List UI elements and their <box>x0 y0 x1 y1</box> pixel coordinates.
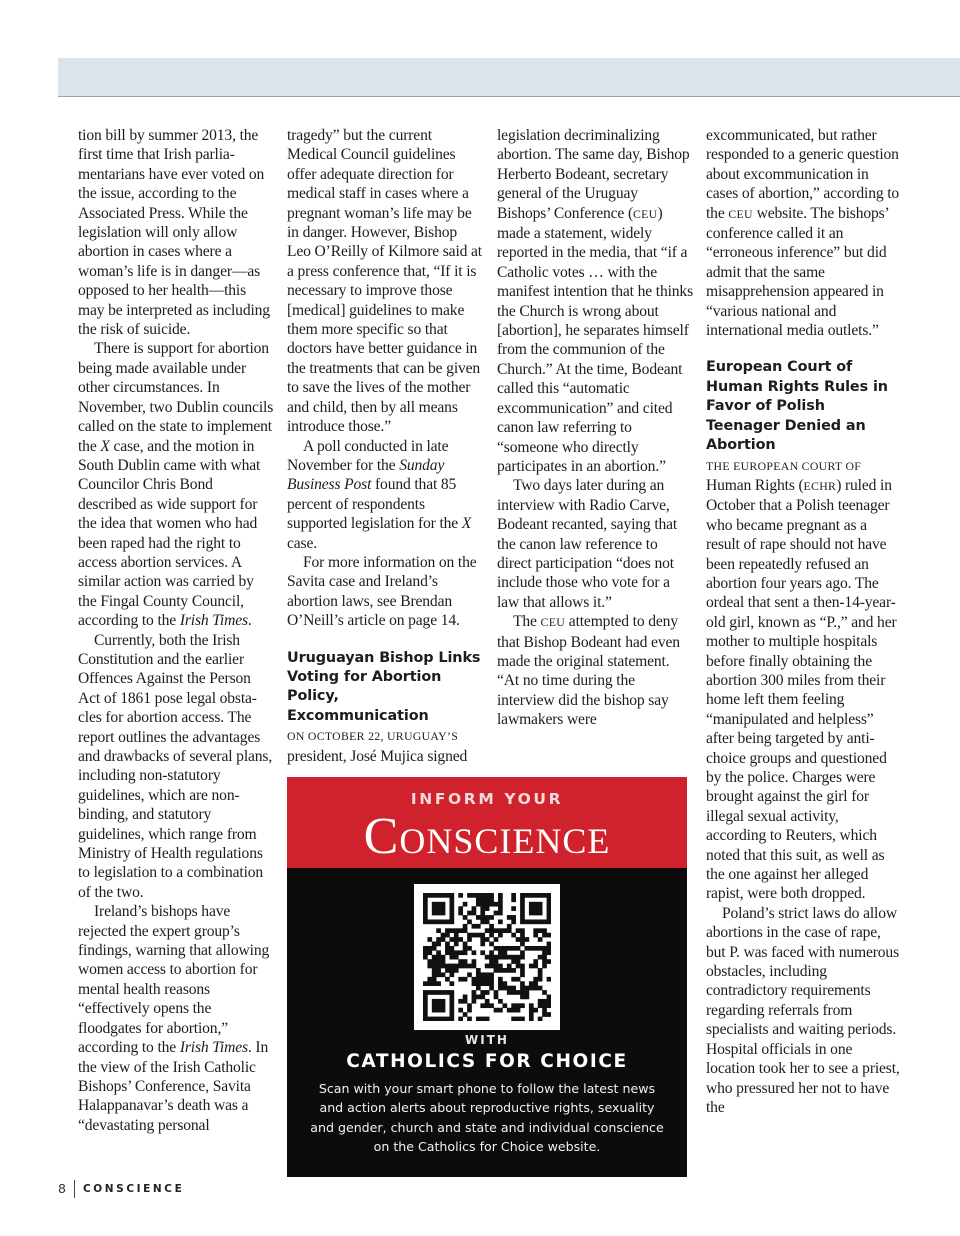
page-number: 8 <box>58 1180 75 1198</box>
ad-with-label: WITH <box>465 1033 509 1047</box>
page-footer <box>58 1180 184 1198</box>
ad-org-name: CATHOLICS FOR CHOICE <box>346 1051 628 1072</box>
top-header-band <box>58 58 960 97</box>
paragraph: Currently, both the Irish Constitution and the earlier Offences Against the Person Act of 1861 pose legal obstacles for abortion access. The report outlines the advantages and drawbacks of several plans, including non-statutory guidelines, which are non-binding, and statutory guidelines, which range from Ministry of Health regulations to legislation to a combination of the two. <box>78 631 273 901</box>
paragraph: Two days later during an interview with Radio Carve, Bodeant recanted, saying that the canon law reference to direct participation “does not include those who vote for a law that allows it.” <box>497 477 678 611</box>
paragraph: tion bill by summer 2013, the first time that Irish parliamentarians have ever voted on the issue, according to the Associated Press. While the legislation will only allow abortion in cases where a woman’s life is in danger—as opposed to her health—this may be interpreted as including the risk of suicide. <box>78 127 270 339</box>
qr-code-icon[interactable] <box>414 884 560 1030</box>
running-head: CONSCIENCE <box>82 1183 185 1195</box>
ad-kicker: INFORM YOUR <box>410 790 564 808</box>
paragraph: Ireland’s bishops have rejected the expert group’s findings, warning that allowing women access to abortion for mental health reasons “effectively opens the floodgates for abortion,” according to the Irish Times. In the view of the Irish Catholic Bishops’ Conference, Savita Halappanavar’s death was a “devastating personal <box>78 903 270 1134</box>
paragraph: The CEU attempted to deny that Bishop Bodeant had even made the original statement. “At no time during the interview did the bishop say lawmakers were <box>497 613 680 729</box>
paragraph: For more information on the Savita case and Ireland’s abortion laws, see Brendan O’Neill’s article on page 14. <box>287 553 477 630</box>
article-column-4 <box>706 126 902 1117</box>
ad-body-text: Scan with your smart phone to follow the latest news and action alerts about reproductive rights, sexuality and gender, church and state and individual conscience on the Catholics for Choice website. <box>310 1081 664 1155</box>
conscience-advertisement <box>287 777 687 1177</box>
paragraph: Poland’s strict laws do allow abortions in the case of rape, but P. was faced with numerous obstacles, including contradictory requirements regarding referrals from specialists and waiting periods. Hospital officials in one location took her to see a priest, who pressured her not to have the <box>706 904 900 1116</box>
paragraph: There is support for abortion being made available under other circumstances. In November, two Dublin councils called on the state to implement the X case, and the motion in South Dublin came with what Councilor Chris Bond described as wide support for the idea that women who had been raped had the right to access abortion services. A similar action was carried by the Fingal County Council, according to the Irish Times. <box>78 340 274 630</box>
section-heading: Uruguayan Bishop Links Voting for Abortion Policy, Excommunication <box>287 649 481 724</box>
paragraph: THE EUROPEAN COURT OF Human Rights (ECHR) ruled in October that a Polish teenager who became pregnant as a result of rape should not have been repeatedly refused an abortion four years ago. The ordeal that sent a then-14-year-old girl, known as “P.,” and her mother to multiple hospitals before finally obtaining the abortion 300 miles from their home left them feeling “manipulated and helpless” after being targeted by anti-choice groups and questioned by the police. Charges were brought against the girl for illegal sexual activity, according to Reuters, which noted that this suit, as well as the one against her alleged rapist, were both dropped. <box>706 458 897 903</box>
ad-title: Conscience <box>363 808 611 865</box>
article-column-1 <box>78 126 274 1135</box>
article-column-2 <box>287 126 483 766</box>
paragraph: legislation decriminalizing abortion. The same day, Bishop Herberto Bodeant, secretary general of the Uruguay Bishops’ Conference (CEU) made a statement, widely reported in the media, that “if a Catholic votes … with the manifest intention that he thinks the Church is wrong about [abortion], he separates himself from the communion of the Church.” At the time, Bodeant called this “automatic excommunication” and cited canon law referring to “someone who directly participates in an abortion.” <box>497 127 694 475</box>
article-column-3 <box>497 126 693 730</box>
paragraph: ON OCTOBER 22, URUGUAY’S president, José Mujica signed <box>287 729 468 765</box>
qr-code-graphic <box>423 893 551 1021</box>
ad-red-banner <box>287 777 687 868</box>
paragraph: excommunicated, but rather responded to a generic question about excommunication in cases of abortion,” according to the CEU website. The bishops’ conference called it an “erroneous inference” but did admit that the same misapprehension appeared in “various national and international media outlets.” <box>706 127 900 340</box>
paragraph: tragedy” but the current Medical Council guidelines offer adequate direction for medical staff in cases where a pregnant woman’s life may be in danger. However, Bishop Leo O’Reilly of Kilmore said at a press conference that, “If it is necessary to improve those [medical] guidelines to make them more specific so that doctors have better guidance in the treatments that can be given to save the lives of the mother and child, then by all means introduce those.” <box>287 127 482 436</box>
paragraph: A poll conducted in late November for the Sunday Business Post found that 85 percent of respondents supported legislation for the X case. <box>287 437 472 552</box>
section-heading: European Court of Human Rights Rules in Favor of Polish Teenager Denied an Abortion <box>706 359 888 454</box>
